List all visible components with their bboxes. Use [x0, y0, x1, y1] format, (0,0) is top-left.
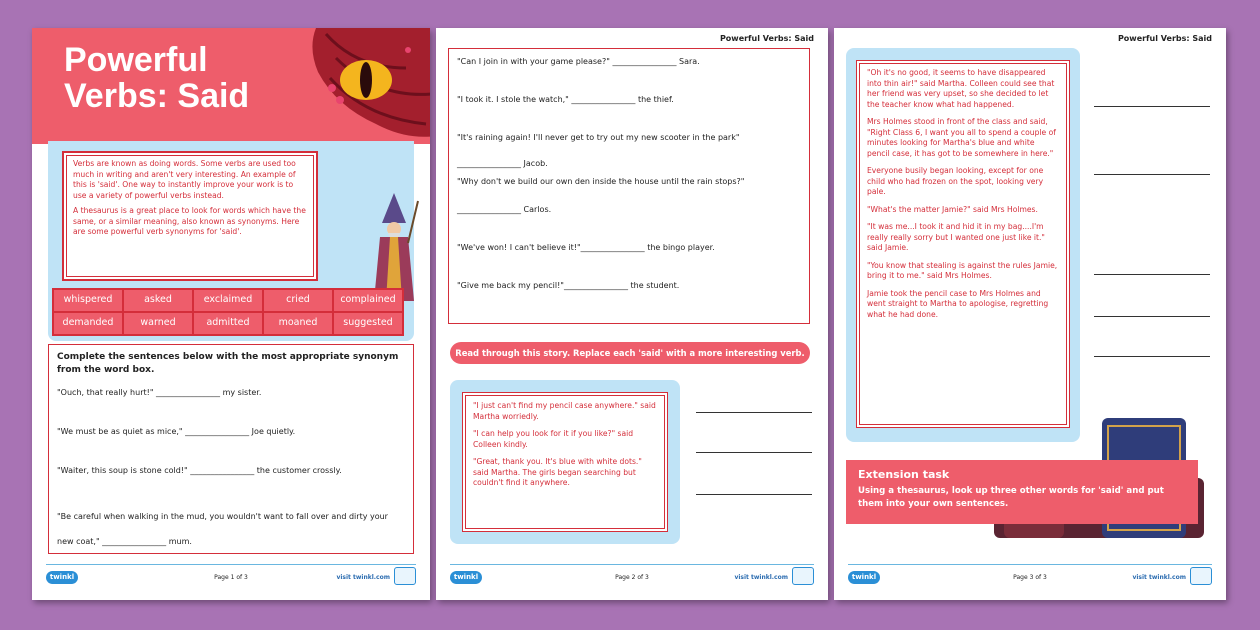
visit-link[interactable]: visit twinkl.com: [1132, 574, 1186, 581]
exercise-sentence: ________________ Jacob.: [457, 159, 548, 168]
twinkl-logo: twinkl: [450, 571, 482, 584]
word-cell: warned: [124, 313, 192, 334]
answer-line: [696, 494, 812, 495]
story-panel: [450, 380, 680, 544]
story-paragraph: Mrs Holmes stood in front of the class and said, "Right Class 6, I want you all to spend a couple of minutes looking for Martha's blue and white pencil case, it has got to be somewhere in here.": [867, 117, 1056, 158]
word-cell: suggested: [334, 313, 402, 334]
page-number: Page 1 of 3: [214, 574, 248, 581]
page-footer: [848, 564, 1212, 588]
extension-task: [846, 460, 1198, 524]
exercise-sentence: "I took it. I stole the watch," ________________ the thief.: [457, 95, 674, 104]
twinkl-logo: twinkl: [46, 571, 78, 584]
exercise-sentence: "Be careful when walking in the mud, you wouldn't want to fall over and dirty your new coat," ________________ mum.: [57, 512, 388, 546]
story-paragraph: Jamie took the pencil case to Mrs Holmes and went straight to Martha to apologise, regretting what he had done.: [867, 288, 1049, 319]
word-cell: asked: [124, 290, 192, 311]
story-paragraph: "Great, thank you. It's blue with white dots." said Martha. The girls began searching but couldn't find it anywhere.: [473, 457, 642, 487]
worksheet-page-1: [32, 28, 430, 600]
worksheet-page-2: [436, 28, 828, 600]
story-paragraph: "You know that stealing is against the rules Jamie, bring it to me." said Mrs Holmes.: [867, 260, 1058, 280]
page-header: Powerful Verbs: Said: [719, 34, 814, 43]
exercise-sentence: "We must be as quiet as mice," ________________ Joe quietly.: [57, 427, 296, 436]
page-header: Powerful Verbs: Said: [1117, 34, 1212, 43]
word-cell: admitted: [194, 313, 262, 334]
exercise-sentence: "Ouch, that really hurt!" ________________ my sister.: [57, 388, 262, 397]
story-instruction-banner: Read through this story. Replace each 'said' with a more interesting verb.: [450, 342, 810, 364]
story-text-box: [856, 60, 1070, 428]
exercise-instruction: Complete the sentences below with the most appropriate synonym from the word box.: [57, 352, 399, 375]
quality-badge-icon: [394, 567, 416, 585]
extension-title: Extension task: [858, 468, 950, 481]
wizard-illustration: [368, 193, 420, 303]
answer-line: [696, 452, 812, 453]
story-paragraph: Everyone busily began looking, except for one child who had frozen on the spot, looking very pale.: [867, 166, 1044, 196]
story-paragraph: "I can help you look for it if you like?" said Colleen kindly.: [473, 429, 634, 449]
answer-line: [1094, 106, 1210, 107]
word-cell: complained: [334, 290, 402, 311]
answer-line: [1094, 316, 1210, 317]
answer-line: [1094, 356, 1210, 357]
exercise-sentence: "We've won! I can't believe it!"________________ the bingo player.: [457, 243, 715, 252]
exercise-sentence: "Waiter, this soup is stone cold!" ________________ the customer crossly.: [57, 466, 342, 475]
page-number: Page 3 of 3: [1013, 574, 1047, 581]
worksheet-page-3: [834, 28, 1226, 600]
quality-badge-icon: [1190, 567, 1212, 585]
word-cell: exclaimed: [194, 290, 262, 311]
word-box: [52, 288, 404, 336]
exercise-box: [48, 344, 414, 554]
word-cell: demanded: [54, 313, 122, 334]
exercise-sentence: "Why don't we build our own den inside the house until the rain stops?": [457, 177, 745, 186]
answer-line: [1094, 174, 1210, 175]
intro-text-box: [62, 151, 318, 281]
page-footer: [450, 564, 814, 588]
word-cell: cried: [264, 290, 332, 311]
exercise-sentence: "Give me back my pencil!"________________ the student.: [457, 281, 680, 290]
quality-badge-icon: [792, 567, 814, 585]
answer-line: [1094, 274, 1210, 275]
visit-link[interactable]: visit twinkl.com: [336, 574, 390, 581]
sentence-box: [448, 48, 810, 324]
answer-line: [696, 412, 812, 413]
word-cell: whispered: [54, 290, 122, 311]
story-panel: [846, 48, 1080, 442]
intro-paragraph: Verbs are known as doing words. Some verbs are used too much in writing and aren't very interesting. An example of this is 'said'. One way to instantly improve your work is to use a variety of powerful verbs instead.: [73, 159, 296, 200]
title-line-2: Verbs: Said: [64, 77, 250, 115]
exercise-sentence: "Can I join in with your game please?" ________________ Sara.: [457, 57, 700, 66]
exercise-sentence: "It's raining again! I'll never get to try out my new scooter in the park": [457, 133, 740, 142]
story-paragraph: "I just can't find my pencil case anywhere." said Martha worriedly.: [473, 401, 656, 421]
extension-body: Using a thesaurus, look up three other words for 'said' and put them into your own sentences.: [858, 486, 1164, 509]
page-footer: [46, 564, 416, 588]
page-number: Page 2 of 3: [615, 574, 649, 581]
story-paragraph: "Oh it's no good, it seems to have disappeared into thin air!" said Martha. Colleen could see that her friend was very upset, so she decided to let the teacher know what had happened.: [867, 68, 1055, 109]
story-paragraph: "It was me...I took it and hid it in my bag....I'm really really sorry but I wanted one just like it." said Jamie.: [867, 222, 1045, 252]
story-paragraph: "What's the matter Jamie?" said Mrs Holmes.: [867, 204, 1038, 214]
story-text-box: [462, 392, 668, 532]
visit-link[interactable]: visit twinkl.com: [734, 574, 788, 581]
exercise-sentence: ________________ Carlos.: [457, 205, 552, 214]
dragon-eye-illustration: [296, 28, 430, 140]
twinkl-logo: twinkl: [848, 571, 880, 584]
intro-paragraph: A thesaurus is a great place to look for words which have the same, or a similar meaning, also known as synonyms. Here are some powerful verb synonyms for 'said'.: [73, 206, 306, 236]
word-cell: moaned: [264, 313, 332, 334]
title-band: [32, 28, 430, 144]
page-title: [64, 42, 249, 114]
title-line-1: Powerful: [64, 41, 208, 79]
